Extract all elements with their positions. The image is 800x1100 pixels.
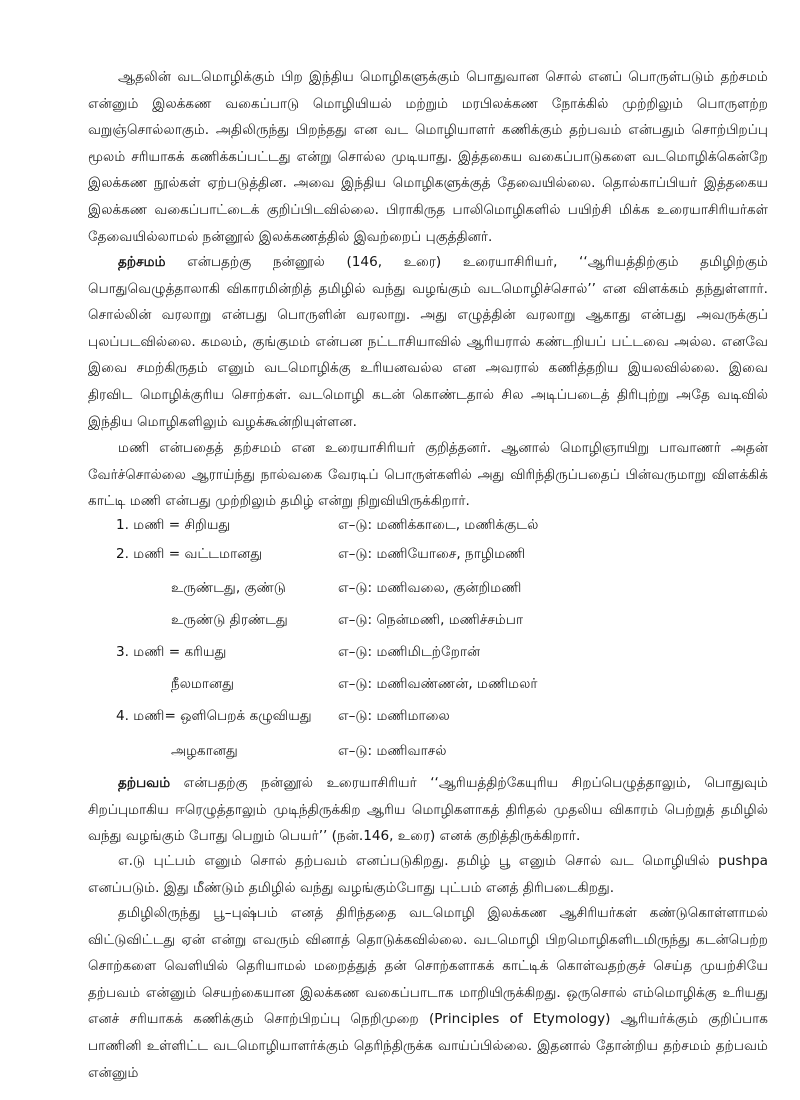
- example-meaning: உருண்டு திரண்டது: [171, 612, 288, 628]
- term-tatsamam: தற்சமம்: [118, 254, 166, 270]
- example-words: எ–டு: மணிவண்ணன், மணிமலர்: [338, 676, 538, 692]
- example-meaning: 4. மணி= ஒளிபெறக் கழுவியது: [116, 708, 312, 724]
- paragraph-text: என்பதற்கு நன்னூல் உரையாசிரியர் ‘‘ஆரியத்திற்கேயுரிய சிறப்பெழுத்தாலும், பொதுவும் சிறப்புமாகிய ஈரெழுத்தாலும் முடிந்திருக்கிற ஆரிய மொழிகளாகத் திரிதல் முதலிய விகாரம் பெற்றுத் தமிழில் வந்து வழங்கும் போது பெறும் பெயர்’’ (நன்.146, உரை) எனக் குறித்திருக்கிறார்.: [88, 775, 768, 845]
- example-meaning: 3. மணி = கரியது: [116, 644, 227, 660]
- paragraph-text: என்பதற்கு நன்னூல் (146, உரை) உரையாசிரியர், ‘‘ஆரியத்திற்கும் தமிழிற்கும் பொதுவெழுத்தாலாகி விகாரமின்றித் தமிழில் வந்து வழங்கும் வடமொழிச்சொல்’’ என விளக்கம் தந்துள்ளார். சொல்லின் வரலாறு என்பது பொருளின் வரலாறு. அது எழுத்தின் வரலாறு ஆகாது என்பது அவருக்குப் புலப்படவில்லை. கமலம், குங்குமம் என்பன நட்டாசியாவில் ஆரியரால் கண்டறியப் பட்டவை அல்ல. எனவே இவை சமற்கிருதம் எனும் வடமொழிக்கு உரியனவல்ல என அவரால் கணித்தறிய இயலவில்லை. இவை திரவிட மொழிக்குரிய சொற்கள். வடமொழி கடன் கொண்டதால் சில அடிப்படைத் திரிபுற்று அதே வடிவில் இந்திய மொழிகளிலும் வழக்கூன்றியுள்ளன.: [88, 254, 768, 430]
- example-words: எ–டு: மணிமாலை: [338, 708, 450, 724]
- example-meaning: நீலமானது: [171, 676, 235, 692]
- paragraph-etymology: தமிழிலிருந்து பூ–புஷ்பம் எனத் திரிந்ததை வடமொழி இலக்கண ஆசிரியர்கள் கண்டுகொள்ளாமல் விட்டுவிட்டது ஏன் என்று எவரும் வினாத் தொடுக்கவில்லை. வடமொழி பிறமொழிகளிடமிருந்து கடன்பெற்ற சொற்களை வெளியில் தெரியாமல் மறைத்துத் தன் சொற்களாகக் காட்டிக் கொள்வதற்குச் செய்த முயற்சியே தற்பவம் என்னும் செயற்கையான இலக்கண வகைப்பாடாக மாறியிருக்கிறது. ஒருசொல் எம்மொழிக்கு உரியது எனச் சரியாகக் கணிக்கும் சொற்பிறப்பு நெறிமுறை (Principles of Etymology) ஆரியர்க்கும் குறிப்பாக பாணினி உள்ளிட்ட வடமொழியாளர்க்கும் தெரிந்திருக்க வாய்ப்பில்லை. இதனால் தோன்றிய தற்சமம் தற்பவம் என்னும்: [88, 905, 768, 1081]
- example-words: எ–டு: மணியோசை, நாழிமணி: [338, 546, 526, 562]
- paragraph-mani-explanation: மணி என்பதைத் தற்சமம் என உரையாசிரியர் குறித்தனர். ஆனால் மொழிஞாயிறு பாவாணர் அதன் வேர்ச்சொல்லை ஆராய்ந்து நால்வகை வேரடிப் பொருள்களில் அது விரிந்திருப்பதைப் பின்வருமாறு விளக்கிக் காட்டி மணி என்பது முற்றிலும் தமிழ் என்று நிறுவியிருக்கிறார்.: [88, 440, 768, 510]
- example-words: எ–டு: மணிக்காடை, மணிக்குடல்: [338, 517, 539, 533]
- example-meaning: அழகானது: [171, 743, 238, 759]
- term-tarpavam: தற்பவம்: [118, 775, 171, 791]
- example-words: எ–டு: மணிமிடற்றோன்: [338, 644, 481, 660]
- example-meaning: 2. மணி = வட்டமானது: [116, 546, 263, 562]
- paragraph-tadbhava-definition: [88, 770, 768, 850]
- example-words: எ–டு: மணிவாசல்: [338, 743, 447, 759]
- example-meaning: 1. மணி = சிறியது: [116, 517, 231, 533]
- example-words: எ–டு: மணிவலை, குன்றிமணி: [338, 580, 522, 596]
- example-words: எ–டு: நென்மணி, மணிச்சம்பா: [338, 612, 524, 628]
- paragraph-tatsama-intro: ஆதலின் வடமொழிக்கும் பிற இந்திய மொழிகளுக்கும் பொதுவான சொல் எனப் பொருள்படும் தற்சமம் என்னும் இலக்கண வகைப்பாடு மொழியியல் மற்றும் மரபிலக்கண நோக்கில் முற்றிலும் பொருளற்ற வறுஞ்சொல்லாகும். அதிலிருந்து பிறந்தது என வட மொழியாளர் கணிக்கும் தற்பவம் என்பதும் சொற்பிறப்பு மூலம் சரியாகக் கணிக்கப்பட்டது என்று சொல்ல முடியாது. இத்தகைய வகைப்பாடுகளை வடமொழிக்கென்றே இலக்கண நூல்கள் ஏற்படுத்தின. அவை இந்திய மொழிகளுக்குத் தேவையில்லை. தொல்காப்பியர் இத்தகைய இலக்கண வகைப்பாட்டைக் குறிப்பிடவில்லை. பிராகிருத பாலிமொழிகளில் பயிற்சி மிக்க உரையாசிரியர்கள் தேவையில்லாமல் நன்னூல் இலக்கணத்தில் இவற்றைப் புகுத்தினர்.: [88, 69, 768, 245]
- paragraph-tatsama-definition: [88, 249, 768, 435]
- paragraph-pushpa-example: எ.டு புட்பம் எனும் சொல் தற்பவம் எனப்படுகிறது. தமிழ் பூ எனும் சொல் வட மொழியில் pushpa எனப்படும். இது மீண்டும் தமிழில் வந்து வழங்கும்போது புட்பம் எனத் திரிபடைகிறது.: [88, 853, 768, 896]
- example-meaning: உருண்டது, குண்டு: [171, 580, 286, 596]
